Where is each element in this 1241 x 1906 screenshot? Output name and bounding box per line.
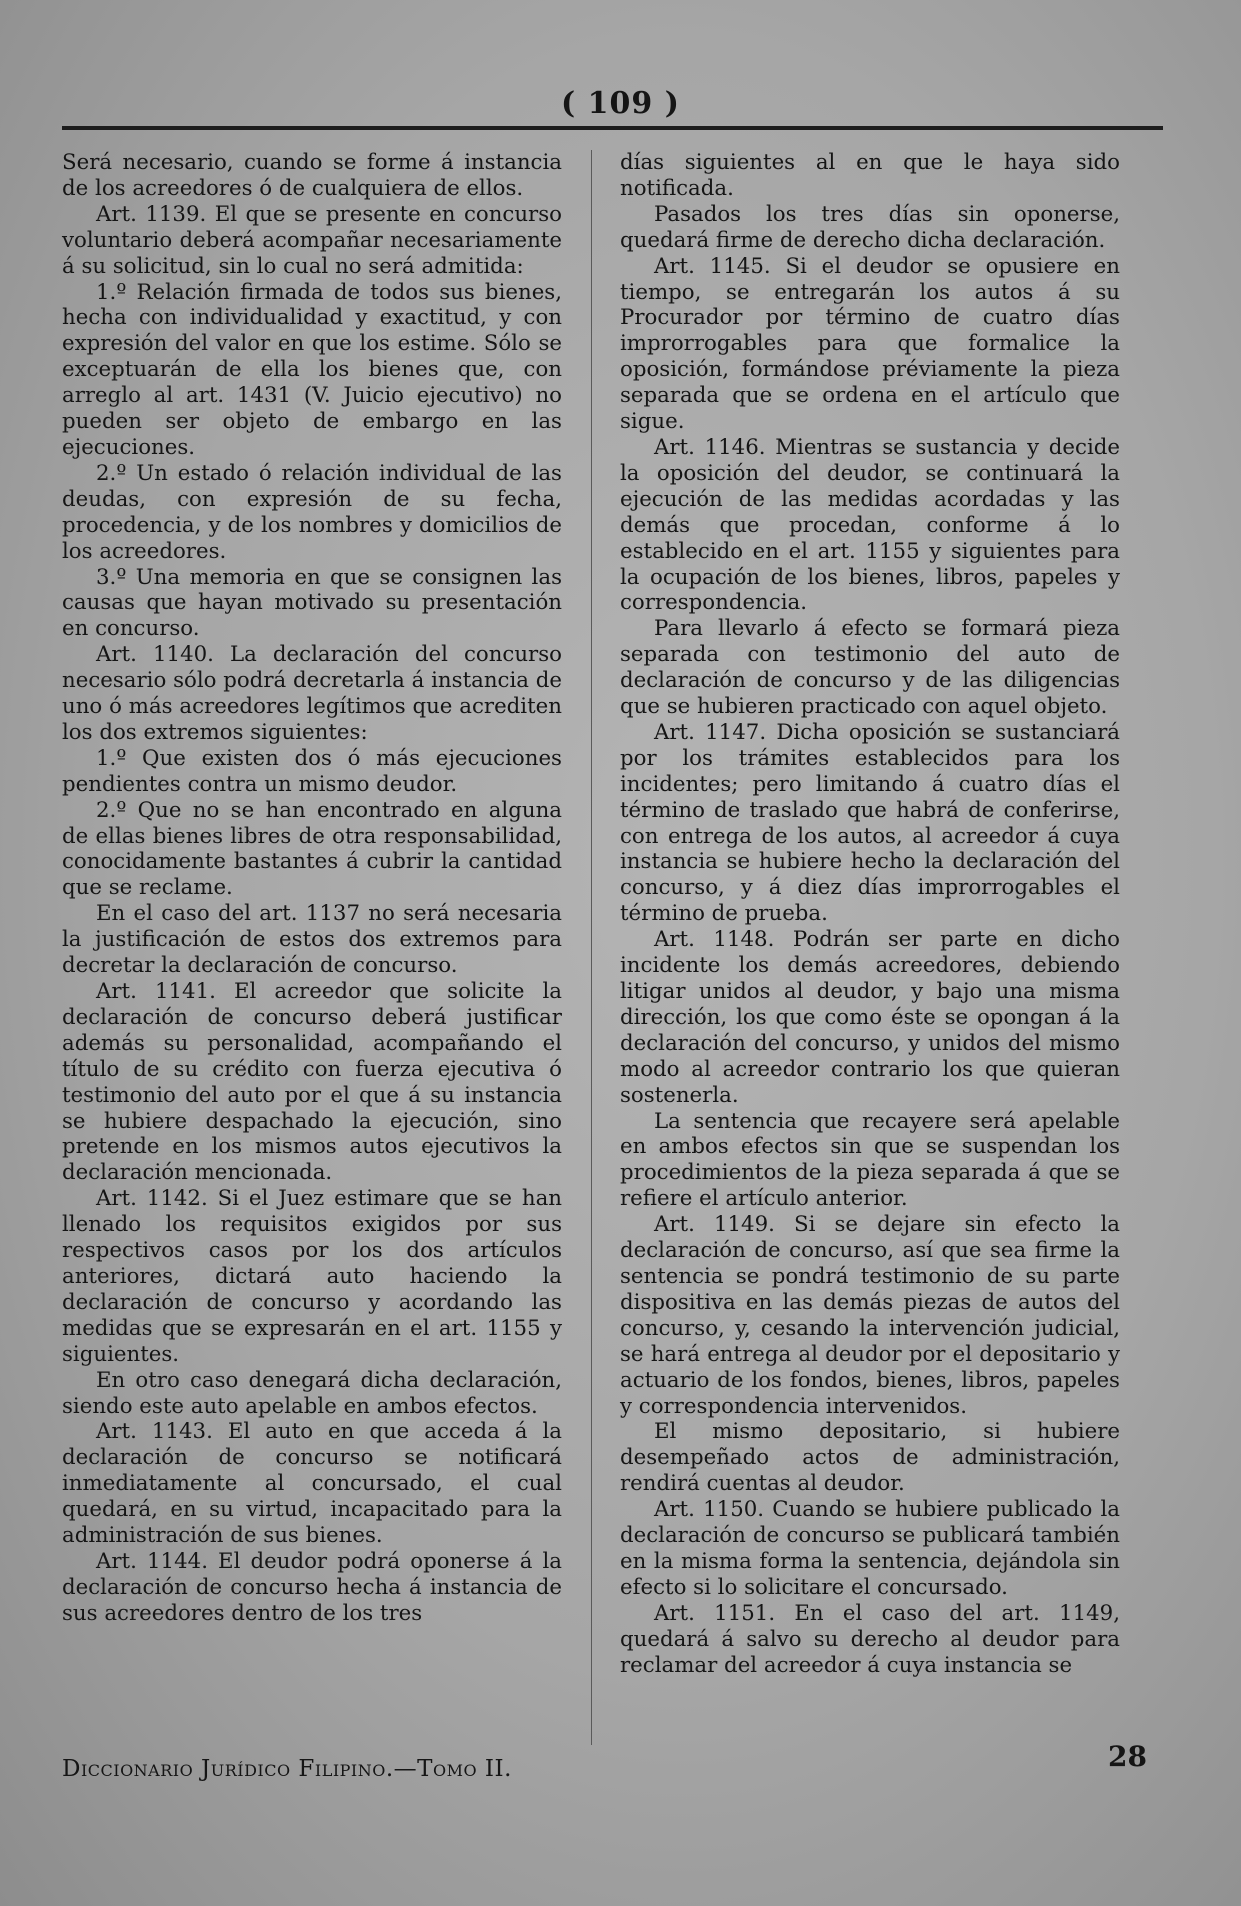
list-item: 2.º Que no se han encontrado en alguna de ellas bienes libres de otra responsabilidad, conocidamente bastantes á cubrir la cantidad que se reclame. [62, 797, 562, 901]
paragraph: En el caso del art. 1137 no será necesaria la justificación de estos dos extremos para decretar la declaración de concurso. [62, 901, 562, 979]
list-item: 1.º Relación firmada de todos sus bienes, hecha con individualidad y exactitud, y con expresión del valor en que los estime. Sólo se exceptuarán de ella los bienes que, con arreglo al art. 1431 (V. Juicio ejecutivo) no pueden ser objeto de embargo en las ejecuciones. [62, 279, 562, 460]
paragraph: En otro caso denegará dicha declaración, siendo este auto apelable en ambos efectos. [62, 1367, 562, 1419]
paragraph: La sentencia que recayere será apelable en ambos efectos sin que se suspendan los procedimientos de la pieza separada á que se refiere el artículo anterior. [620, 1108, 1120, 1212]
paragraph: Art. 1140. La declaración del concurso necesario sólo podrá decretarla á instancia de uno ó más acreedores legítimos que acrediten los dos extremos siguientes: [62, 642, 562, 745]
page-number: ( 109 ) [561, 86, 680, 121]
paragraph: Art. 1147. Dicha oposición se sustanciará por los trámites establecidos para los incidentes; pero limitando á cuatro días el término de traslado que habrá de conferirse, con entrega de los autos, al acreedor á cuya instancia se hubiere hecho la declaración del concurso, y á diez días improrrogables el término de prueba. [620, 719, 1120, 927]
list-item: 2.º Un estado ó relación individual de las deudas, con expresión de su fecha, procedencia, y de los nombres y domicilios de los acreedores. [62, 460, 562, 564]
paragraph: Para llevarlo á efecto se formará pieza separada con testimonio del auto de declaración de concurso y de las diligencias que se hubieren practicado con aquel objeto. [620, 616, 1120, 720]
paragraph: días siguientes al en que le haya sido notificada. [620, 150, 1120, 201]
paragraph: Art. 1149. Si se dejare sin efecto la declaración de concurso, así que sea firme la sentencia se pondrá testimonio de su parte dispositiva en las demás piezas de autos del concurso, y, cesando la intervención judicial, se hará entrega al deudor por el depositario y actuario de los fondos, bienes, libros, papeles y correspondencia intervenidos. [620, 1212, 1120, 1419]
list-item: 1.º Que existen dos ó más ejecuciones pendientes contra un mismo deudor. [62, 745, 562, 797]
signature-mark: 28 [1108, 1740, 1147, 1773]
header-rule [62, 126, 1163, 130]
running-footer: Diccionario Jurídico Filipino.—Tomo II. [62, 1756, 512, 1782]
paragraph: Art. 1151. En el caso del art. 1149, quedará á salvo su derecho al deudor para reclamar del acreedor á cuya instancia se [620, 1600, 1120, 1678]
list-item: 3.º Una memoria en que se consignen las causas que hayan motivado su presentación en concurso. [62, 564, 562, 642]
paragraph: Pasados los tres días sin oponerse, quedará firme de derecho dicha declaración. [620, 201, 1120, 253]
paragraph: Art. 1145. Si el deudor se opusiere en tiempo, se entregarán los autos á su Procurador por término de cuatro días improrrogables para que formalice la oposición, formándose préviamente la pieza separada que se ordena en el artículo que sigue. [620, 253, 1120, 435]
paragraph: Art. 1142. Si el Juez estimare que se han llenado los requisitos exigidos por sus respectivos casos por los dos artículos anteriores, dictará auto haciendo la declaración de concurso y acordando las medidas que se expresarán en el art. 1155 y siguientes. [62, 1186, 562, 1367]
paragraph: Art. 1143. El auto en que acceda á la declaración de concurso se notificará inmediatamente al concursado, el cual quedará, en su virtud, incapacitado para la administración de sus bienes. [62, 1419, 562, 1549]
paragraph: Art. 1150. Cuando se hubiere publicado la declaración de concurso se publicará también en la misma forma la sentencia, dejándola sin efecto si lo solicitare el concursado. [620, 1497, 1120, 1600]
paragraph: Art. 1141. El acreedor que solicite la declaración de concurso deberá justificar además su personalidad, acompañando el título de su crédito con fuerza ejecutiva ó testimonio del auto por el que á su instancia se hubiere despachado la ejecución, sino pretende en los mismos autos ejecutivos la declaración mencionada. [62, 979, 562, 1186]
right-column [620, 150, 1120, 1678]
column-divider [591, 150, 592, 1745]
paragraph: Será necesario, cuando se forme á instancia de los acreedores ó de cualquiera de ellos. [62, 150, 562, 201]
paragraph: Art. 1144. El deudor podrá oponerse á la declaración de concurso hecha á instancia de sus acreedores dentro de los tres [62, 1548, 562, 1626]
paragraph: Art. 1146. Mientras se sustancia y decide la oposición del deudor, se continuará la ejecución de las medidas acordadas y las demás que procedan, conforme á lo establecido en el art. 1155 y siguientes para la ocupación de los bienes, libros, papeles y correspondencia. [620, 434, 1120, 616]
paragraph: Art. 1148. Podrán ser parte en dicho incidente los demás acreedores, debiendo litigar unidos al deudor, y bajo una misma dirección, los que como éste se opongan á la declaración del concurso, y unidos del mismo modo al acreedor contrario los que quieran sostenerla. [620, 927, 1120, 1108]
left-column [62, 150, 562, 1627]
paragraph: Art. 1139. El que se presente en concurso voluntario deberá acompañar necesariamente á su solicitud, sin lo cual no será admitida: [62, 201, 562, 279]
paragraph: El mismo depositario, si hubiere desempeñado actos de administración, rendirá cuentas al deudor. [620, 1419, 1120, 1497]
